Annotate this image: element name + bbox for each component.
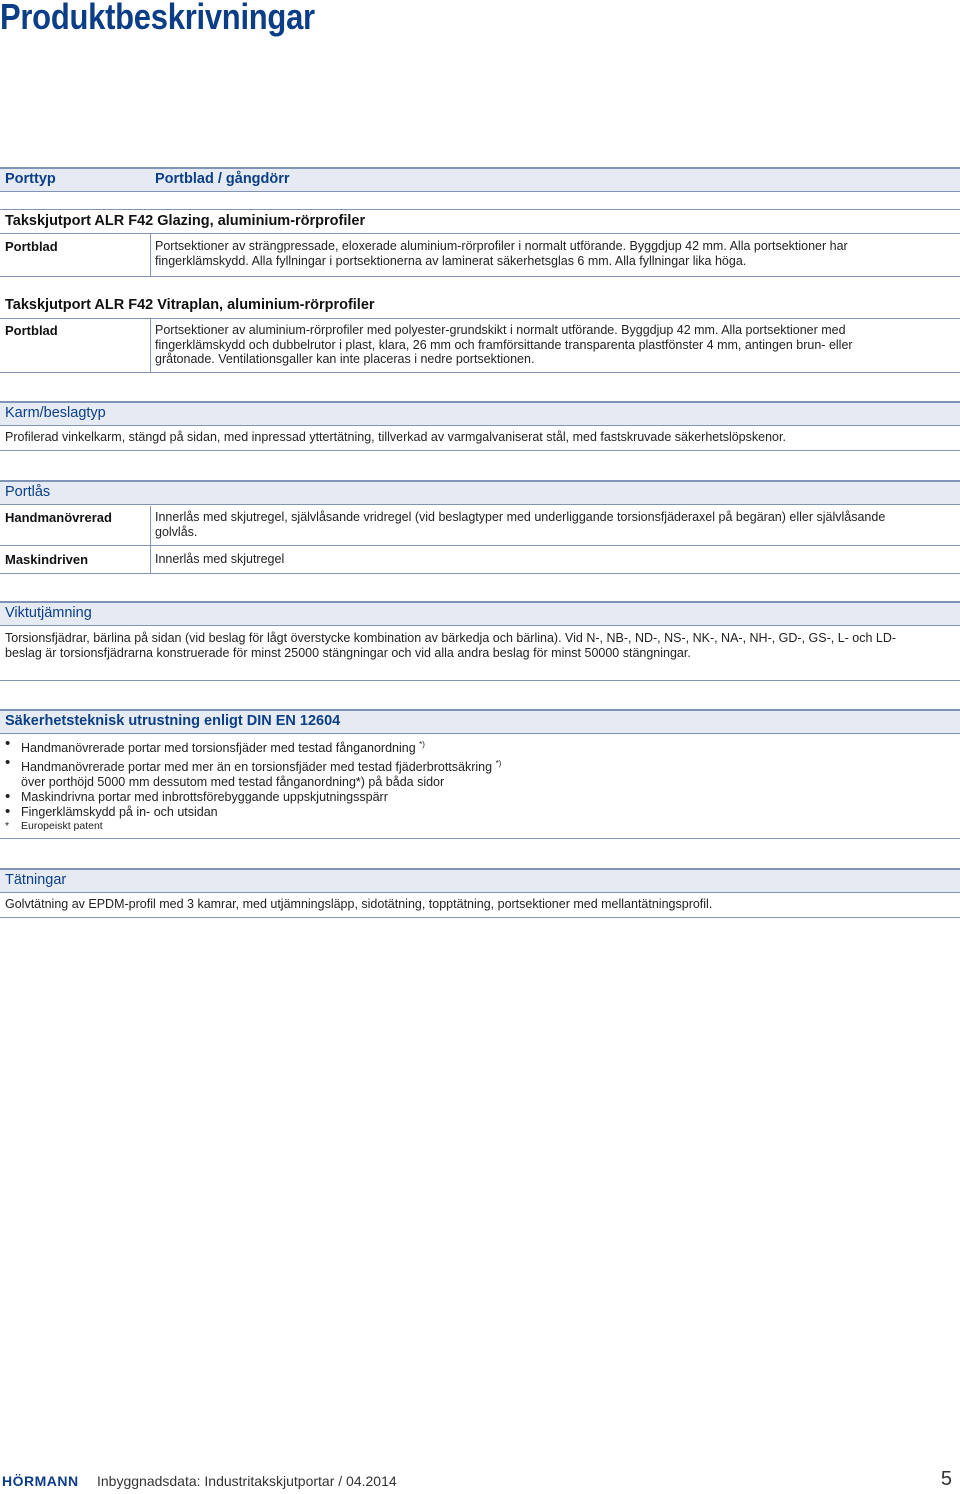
tatningar-title: Tätningar bbox=[5, 872, 67, 888]
header-band bbox=[0, 167, 960, 192]
list-item-text: Handmanövrerade portar med mer än en torsionsfjäder med testad fjäderbrottsäkring bbox=[21, 760, 493, 775]
footnote-text: Europeiskt patent bbox=[21, 820, 103, 832]
page-title: Produktbeskrivningar bbox=[0, 0, 315, 37]
section-divider bbox=[0, 209, 960, 210]
portlas-row-text: Innerlås med skjutregel, självlåsande vridregel (vid beslagtyper med underliggande torsionsfjäderaxel på begäran) eller självlåsande golvlås. bbox=[155, 510, 886, 539]
glazing-row-text: Portsektioner av strängpressade, eloxerade aluminium-rörprofiler i normalt utförande. Byggdjup 42 mm. Alla portsektioner har fingerklämskydd. Alla fyllningar i portsektionerna av laminerat säkerhetsglas 6 mm. Alla fyllningar lika höga. bbox=[155, 239, 848, 268]
header-col-porttyp: Porttyp bbox=[5, 171, 56, 187]
list-item-text: Handmanövrerade portar med torsionsfjäder med testad fånganordning bbox=[21, 741, 416, 756]
list-item bbox=[5, 756, 905, 790]
header-col-portblad: Portblad / gångdörr bbox=[155, 171, 290, 187]
vitraplan-row-label: Portblad bbox=[5, 323, 58, 338]
page-number: 5 bbox=[940, 1468, 952, 1490]
divider bbox=[0, 372, 960, 373]
divider bbox=[0, 573, 960, 574]
karm-band bbox=[0, 401, 960, 426]
portlas-band bbox=[0, 480, 960, 505]
list-item-continuation: över porthöjd 5000 mm dessutom med testad fånganordning*) på båda sidor bbox=[21, 775, 445, 790]
footnote-marker: *) bbox=[495, 759, 502, 769]
footnote-star: * bbox=[5, 820, 10, 832]
glazing-title: Takskjutport ALR F42 Glazing, aluminium-rörprofiler bbox=[5, 213, 366, 229]
sakerhet-list bbox=[5, 737, 905, 820]
portlas-title: Portlås bbox=[5, 484, 51, 500]
divider bbox=[0, 233, 960, 234]
portlas-row-label: Handmanövrerad bbox=[5, 510, 112, 525]
divider bbox=[0, 680, 960, 681]
footnote bbox=[5, 820, 103, 832]
divider bbox=[0, 450, 960, 451]
portlas-row-text: Innerlås med skjutregel bbox=[155, 552, 285, 566]
hormann-logo: HÖRMANN bbox=[2, 1473, 79, 1489]
karm-text: Profilerad vinkelkarm, stängd på sidan, med inpressad yttertätning, tillverkad av varmgalvaniserat stål, med fastskruvade säkerhetslöpskenor. bbox=[5, 430, 786, 444]
karm-title: Karm/beslagtyp bbox=[5, 405, 106, 421]
list-item bbox=[5, 790, 905, 805]
list-item-text: Maskindrivna portar med inbrottsförebyggande uppskjutningsspärr bbox=[21, 790, 388, 805]
vitraplan-title: Takskjutport ALR F42 Vitraplan, aluminium-rörprofiler bbox=[5, 297, 375, 313]
list-item bbox=[5, 737, 905, 756]
sakerhet-title: Säkerhetsteknisk utrustning enligt DIN EN 12604 bbox=[5, 713, 341, 729]
glazing-row-label: Portblad bbox=[5, 239, 58, 254]
tatningar-band bbox=[0, 868, 960, 893]
viktutjamning-band bbox=[0, 601, 960, 626]
viktutjamning-title: Viktutjämning bbox=[5, 605, 92, 621]
divider bbox=[0, 276, 960, 277]
divider bbox=[0, 838, 960, 839]
vitraplan-row-text: Portsektioner av aluminium-rörprofiler med polyester-grundskikt i normalt utförande. Byggdjup 42 mm. Alla portsektioner med fingerklämskydd och dubbelrutor i plast, klara, 26 mm och framförsittande transparenta plastfönster 4 mm, antingen brun- eller gråtonade. Ventilationsgaller kan inte placeras i nedre portsektionen. bbox=[155, 323, 853, 366]
divider bbox=[0, 318, 960, 319]
column-rule bbox=[150, 506, 151, 573]
list-item-text: Fingerklämskydd på in- och utsidan bbox=[21, 805, 218, 820]
divider bbox=[0, 545, 960, 546]
portlas-row-label: Maskindriven bbox=[5, 552, 89, 567]
divider bbox=[0, 917, 960, 918]
footer-text: Inbyggnadsdata: Industritakskjutportar / 04.2014 bbox=[97, 1473, 397, 1489]
tatningar-text: Golvtätning av EPDM-profil med 3 kamrar, med utjämningsläpp, sidotätning, topptätning, portsektioner med mellantätningsprofil. bbox=[5, 897, 713, 911]
footnote-marker: *) bbox=[419, 740, 425, 749]
column-rule bbox=[150, 234, 151, 276]
column-rule bbox=[150, 319, 151, 372]
viktutjamning-text: Torsionsfjädrar, bärlina på sidan (vid beslag för lågt överstycke kombination av bärkedja och bärlina). Vid N-, NB-, ND-, NS-, NK-, NA-, NH-, GD-, GS-, L- och LD-beslag är torsionsfjädrarna konstruerade för minst 25000 stängningar och vid alla andra beslag för minst 50000 stängningar. bbox=[5, 631, 897, 660]
list-item bbox=[5, 805, 905, 820]
